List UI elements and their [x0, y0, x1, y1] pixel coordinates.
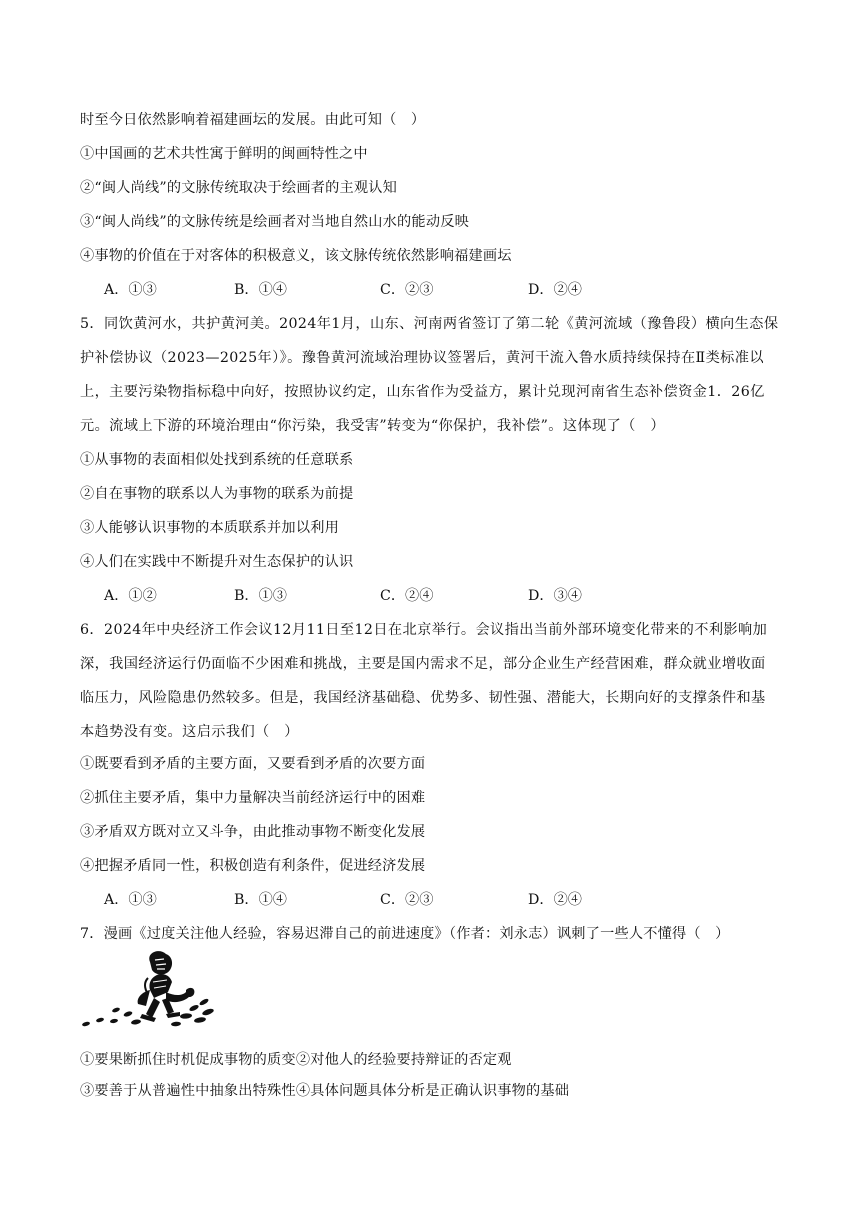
- q7-stem: 7．漫画《过度关注他人经验，容易迟滞自己的前进速度》（作者：刘永志）讽刺了一些人不懂得（ ）: [80, 926, 730, 942]
- q6-option-b[interactable]: B．①④: [234, 892, 287, 908]
- q4-stem-tail: 时至今日依然影响着福建画坛的发展。由此可知（ ）: [80, 112, 426, 128]
- q5-option-b[interactable]: B．①③: [234, 588, 287, 604]
- q4-option-a[interactable]: A．①③: [104, 282, 157, 298]
- q7-item-row-1: ①要果断抓住时机促成事物的质变②对他人的经验要持辩证的否定观: [80, 1052, 512, 1068]
- cartoon-image: [76, 948, 222, 1032]
- q5-item-4: ④人们在实践中不断提升对生态保护的认识: [80, 554, 354, 570]
- q5-item-1: ①从事物的表面相似处找到系统的任意联系: [80, 452, 354, 468]
- q4-option-c[interactable]: C．②③: [380, 282, 434, 298]
- q5-options: [104, 586, 704, 606]
- q5-item-3: ③人能够认识事物的本质联系并加以利用: [80, 520, 339, 536]
- q4-item-1: ①中国画的艺术共性寓于鲜明的闽画特性之中: [80, 146, 368, 162]
- q4-item-2: ②“闽人尚线”的文脉传统取决于绘画者的主观认知: [80, 180, 398, 196]
- q5-stem: 5．同饮黄河水，共护黄河美。2024年1月，山东、河南两省签订了第二轮《黄河流域（豫鲁段）横向生态保护补偿协议（2023—2025年）》。豫鲁黄河流域治理协议签署后，黄河干流入鲁水质持续保持在Ⅱ类标准以上，主要污染物指标稳中向好，按照协议约定，山东省作为受益方，累计兑现河南省生态补偿资金1．26亿元。流域上下游的环境治理由“你污染，我受害”转变为“你保护，我补偿”。这体现了（ ）: [80, 316, 779, 434]
- q6-option-a[interactable]: A．①③: [104, 892, 157, 908]
- q5-option-a[interactable]: A．①②: [104, 588, 157, 604]
- q6-option-d[interactable]: D．②④: [528, 892, 582, 908]
- q6-option-c[interactable]: C．②③: [380, 892, 434, 908]
- q4-option-d[interactable]: D．②④: [528, 282, 582, 298]
- q6-item-1: ①既要看到矛盾的主要方面，又要看到矛盾的次要方面: [80, 756, 426, 772]
- q4-option-b[interactable]: B．①④: [234, 282, 287, 298]
- q6-item-3: ③矛盾双方既对立又斗争，由此推动事物不断变化发展: [80, 824, 426, 840]
- q4-item-4: ④事物的价值在于对客体的积极意义，该文脉传统依然影响福建画坛: [80, 248, 512, 264]
- q6-stem: 6．2024年中央经济工作会议12月11日至12日在北京举行。会议指出当前外部环境变化带来的不利影响加深，我国经济运行仍面临不少困难和挑战，主要是国内需求不足，部分企业生产经营困难，群众就业增收面临压力，风险隐患仍然较多。但是，我国经济基础稳、优势多、韧性强、潜能大，长期向好的支撑条件和基本趋势没有变。这启示我们（ ）: [80, 622, 768, 740]
- q6-item-4: ④把握矛盾同一性，积极创造有利条件，促进经济发展: [80, 858, 426, 874]
- q4-options: [104, 280, 704, 300]
- q5-item-2: ②自在事物的联系以人为事物的联系为前提: [80, 486, 354, 502]
- cartoon-figure: [138, 951, 195, 1022]
- q5-option-d[interactable]: D．③④: [528, 588, 582, 604]
- q6-options: [104, 890, 704, 910]
- q6-item-2: ②抓住主要矛盾，集中力量解决当前经济运行中的困难: [80, 790, 426, 806]
- q4-item-3: ③“闽人尚线”的文脉传统是绘画者对当地自然山水的能动反映: [80, 214, 469, 230]
- q5-option-c[interactable]: C．②④: [380, 588, 434, 604]
- q7-item-row-2: ③要善于从普遍性中抽象出特殊性④具体问题具体分析是正确认识事物的基础: [80, 1083, 570, 1099]
